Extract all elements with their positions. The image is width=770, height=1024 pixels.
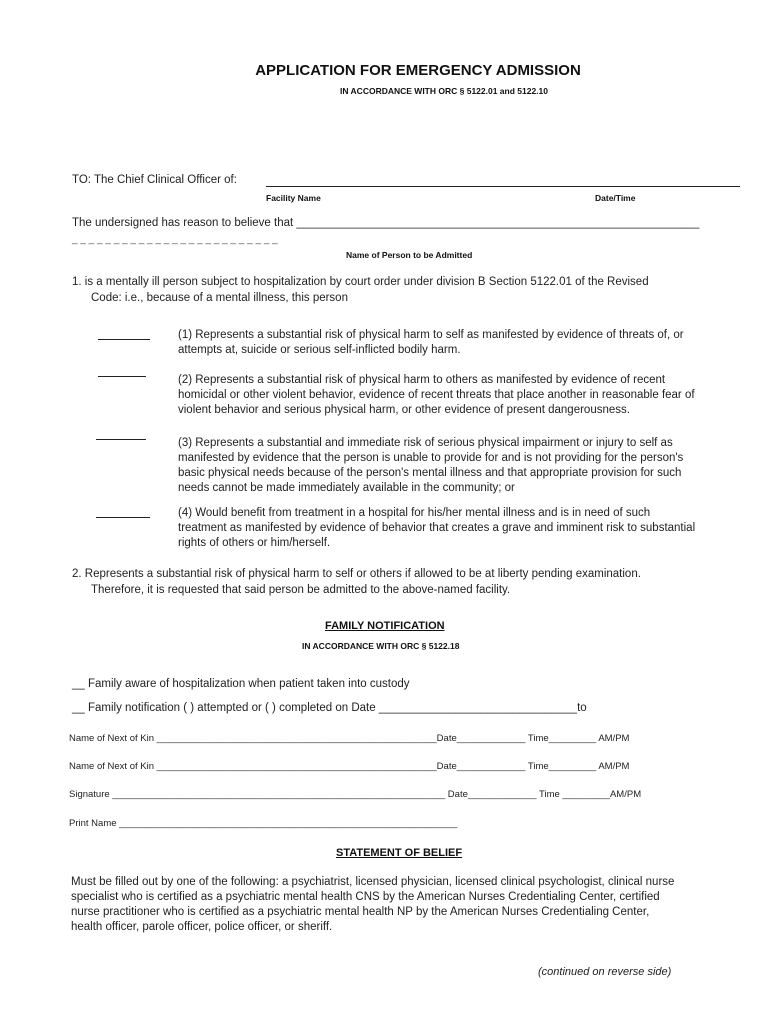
item2-line1: 2. Represents a substantial risk of physical harm to self or others if allowed to be at liberty pending examination. [72,568,641,580]
option2-text: (2) Represents a substantial risk of physical harm to others as manifested by evidence of recent homicidal or other violent behavior, evidence of recent threats that place another in reasonable fear of violent behavior and serious physical harm, or other evidence of present dangerousness. [178,374,695,416]
option2-check-blank[interactable] [98,376,146,377]
continued-note: (continued on reverse side) [538,966,672,978]
signature-line[interactable]: Signature _______________________________________________________________ Date_____________ Time _________AM/PM [69,789,642,800]
item1-line2: Code: i.e., because of a mental illness, this person [91,292,348,304]
belief-line-continuation: _ _ _ _ _ _ _ _ _ _ _ _ _ _ _ _ _ _ _ _ _ _ _ _ _ [72,234,278,245]
option3-text: (3) Represents a substantial and immediate risk of serious physical impairment or injury to self as manifested by evidence that the person is unable to provide for and is not providing for the person's basic physical needs because of the person's mental illness and that appropriate provision for such needs cannot be made immediately available in the community; or [178,437,684,494]
print-name-line[interactable]: Print Name ________________________________________________________________ [69,818,458,829]
option4-text: (4) Would benefit from treatment in a hospital for his/her mental illness and is in need of such treatment as manifested by evidence of behavior that creates a grave and imminent risk to substantial rights of others or him/herself. [178,507,696,549]
form-title: APPLICATION FOR EMERGENCY ADMISSION [255,62,581,79]
family-notification-heading: FAMILY NOTIFICATION [325,620,445,632]
option1-text: (1) Represents a substantial risk of physical harm to self as manifested by evidence of threats of, or attempts at, suicide or serious self-inflicted bodily harm. [178,329,684,356]
facility-name-label: Facility Name [266,193,321,203]
item2-line2: Therefore, it is requested that said person be admitted to the above-named facility. [91,584,511,596]
statement-of-belief-text: Must be filled out by one of the following: a psychiatrist, licensed physician, licensed clinical psychologist, clinical nurse specialist who is certified as a psychiatric mental health CNS by the American Nurses Credentialing Center, certified nurse practitioner who is certified as a psychiatric mental health NP by the American Nurses Credentialing Center, health officer, parole officer, police officer, or sheriff. [71,876,675,933]
belief-line: The undersigned has reason to believe that _______________________________________________________________ [72,217,700,229]
form-subtitle: IN ACCORDANCE WITH ORC § 5122.01 and 5122.10 [340,86,548,96]
date-time-label: Date/Time [595,193,636,203]
facility-name-field[interactable] [266,186,740,187]
option3-check-blank[interactable] [96,439,146,440]
option4-check-blank[interactable] [96,517,150,518]
option1-check-blank[interactable] [98,339,150,340]
statement-of-belief-heading: STATEMENT OF BELIEF [336,847,463,859]
family-notification-line[interactable]: __ Family notification ( ) attempted or ( ) completed on Date _______________________________to [72,702,587,714]
item1-line1: 1. is a mentally ill person subject to hospitalization by court order under division B Section 5122.01 of the Revised [72,276,649,288]
person-name-label: Name of Person to be Admitted [346,250,473,260]
to-label: TO: The Chief Clinical Officer of: [72,174,237,186]
next-of-kin-1-line[interactable]: Name of Next of Kin _____________________________________________________Date_____________ Time_________ AM/PM [69,733,630,744]
family-aware-line[interactable]: __ Family aware of hospitalization when patient taken into custody [72,678,410,690]
next-of-kin-2-line[interactable]: Name of Next of Kin _____________________________________________________Date_____________ Time_________ AM/PM [69,761,630,772]
family-notification-subheading: IN ACCORDANCE WITH ORC § 5122.18 [302,641,460,651]
